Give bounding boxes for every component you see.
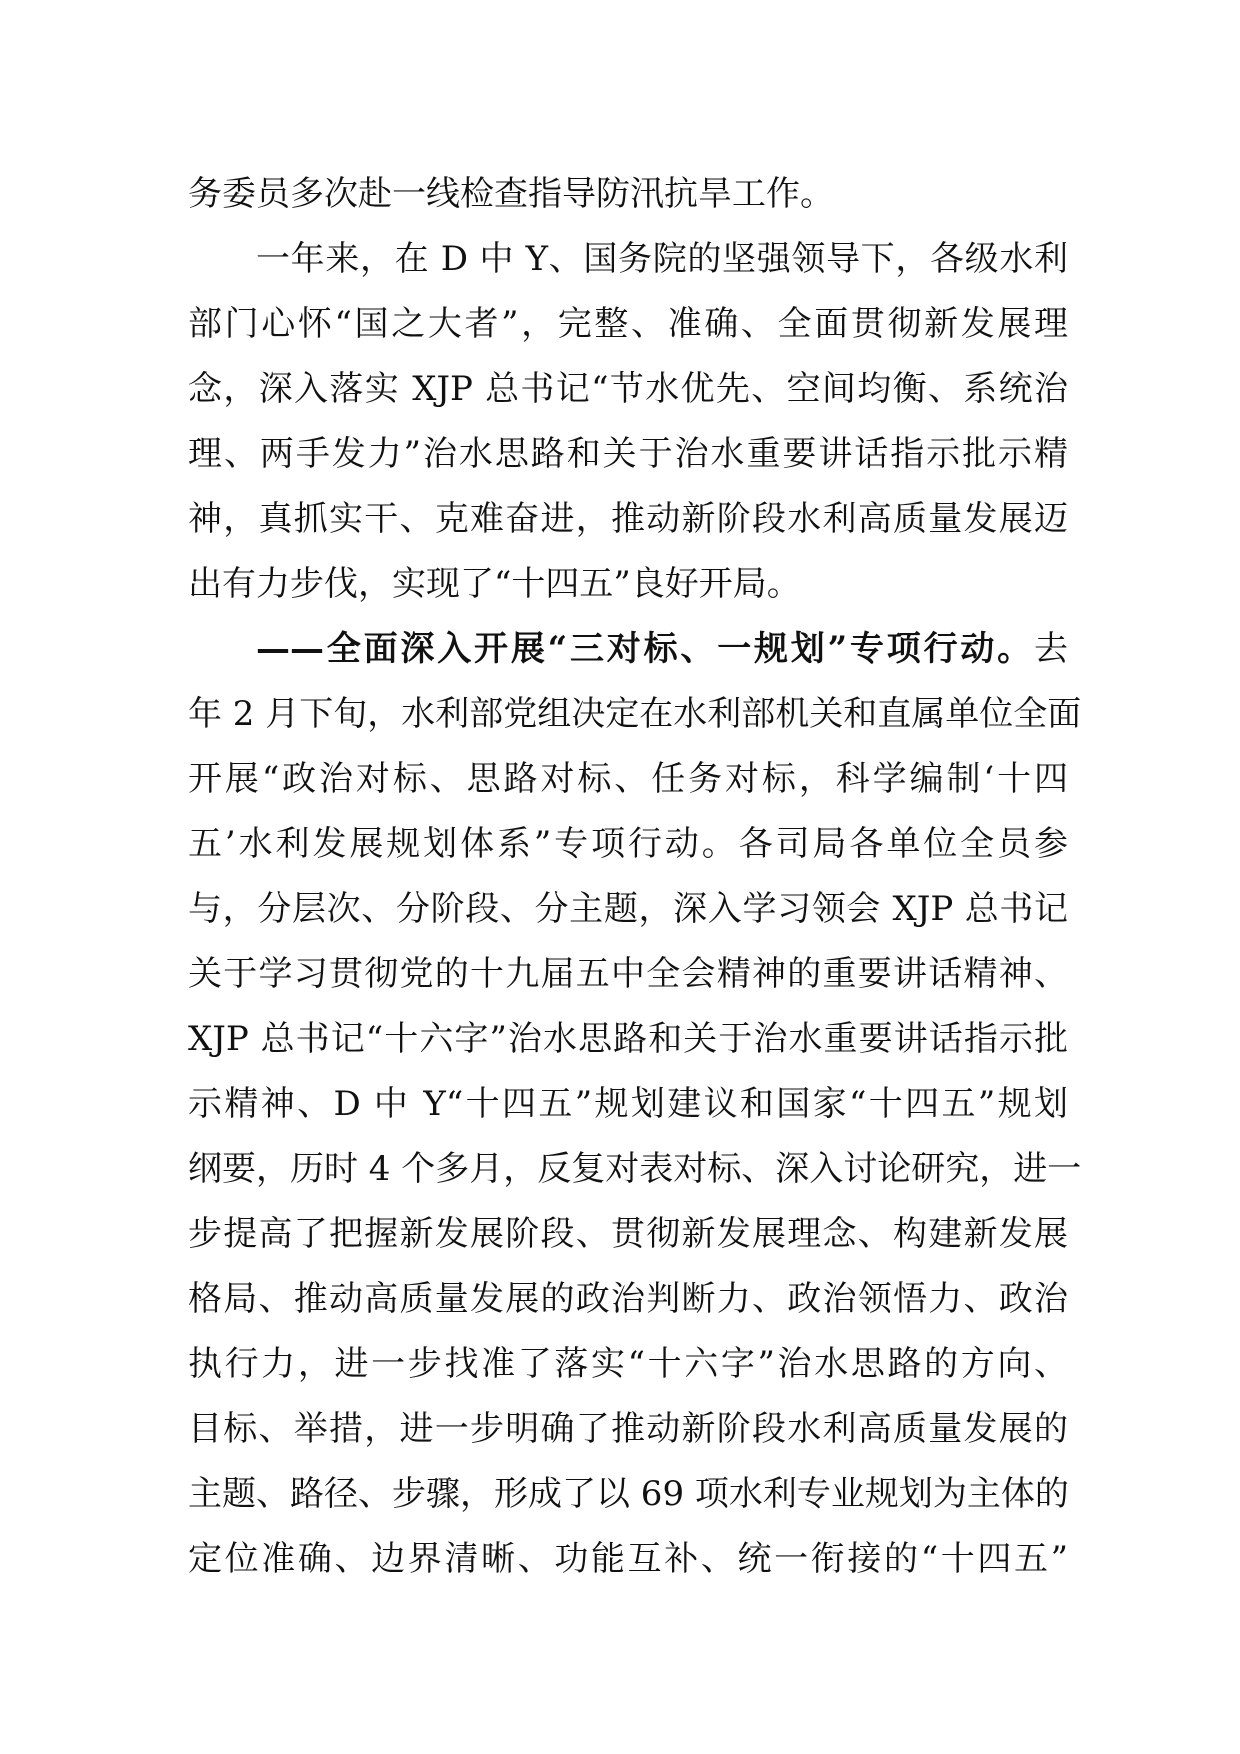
text-line: 执行力，进一步找准了落实“十六字”治水思路的方向、: [188, 1344, 1068, 1384]
section-heading: ——全面深入开展“三对标、一规划”专项行动。: [256, 629, 1034, 669]
text-line: 格局、推动高质量发展的政治判断力、政治领悟力、政治: [188, 1279, 1068, 1319]
text-line: 出有力步伐，实现了“十四五”良好开局。: [188, 564, 801, 604]
text-line: 务委员多次赴一线检查指导防汛抗旱工作。: [188, 174, 834, 214]
text-line: 五’水利发展规划体系”专项行动。各司局各单位全员参: [188, 824, 1068, 864]
text-line: 念，深入落实 XJP 总书记“节水优先、空间均衡、系统治: [188, 369, 1068, 409]
text-line: 示精神、D 中 Y“十四五”规划建议和国家“十四五”规划: [188, 1084, 1068, 1124]
text-line: 与，分层次、分阶段、分主题，深入学习领会 XJP 总书记: [188, 889, 1068, 929]
text-line: 一年来，在 D 中 Y、国务院的坚强领导下，各级水利: [256, 239, 1068, 279]
text-line: 定位准确、边界清晰、功能互补、统一衔接的“十四五”: [188, 1539, 1068, 1579]
text-line: 纲要，历时 4 个多月，反复对表对标、深入讨论研究，进一: [188, 1149, 1082, 1189]
text-line: 神，真抓实干、克难奋进，推动新阶段水利高质量发展迈: [188, 499, 1068, 539]
text-line: XJP 总书记“十六字”治水思路和关于治水重要讲话指示批: [188, 1019, 1068, 1059]
text-line: 年 2 月下旬，水利部党组决定在水利部机关和直属单位全面: [188, 694, 1082, 734]
text-line: 理、两手发力”治水思路和关于治水重要讲话指示批示精: [188, 434, 1068, 474]
text-line: [188, 617, 1068, 682]
text-line: 步提高了把握新发展阶段、贯彻新发展理念、构建新发展: [188, 1214, 1068, 1254]
text-line: 部门心怀“国之大者”，完整、准确、全面贯彻新发展理: [188, 304, 1068, 344]
text-line: 关于学习贯彻党的十九届五中全会精神的重要讲话精神、: [188, 954, 1068, 994]
text-line: 主题、路径、步骤，形成了以 69 项水利专业规划为主体的: [188, 1474, 1069, 1514]
text-line: 目标、举措，进一步明确了推动新阶段水利高质量发展的: [188, 1409, 1068, 1449]
text-line: 开展“政治对标、思路对标、任务对标，科学编制‘十四: [188, 759, 1068, 799]
document-body: [188, 162, 1082, 1592]
text-fragment: 去: [1034, 629, 1068, 669]
